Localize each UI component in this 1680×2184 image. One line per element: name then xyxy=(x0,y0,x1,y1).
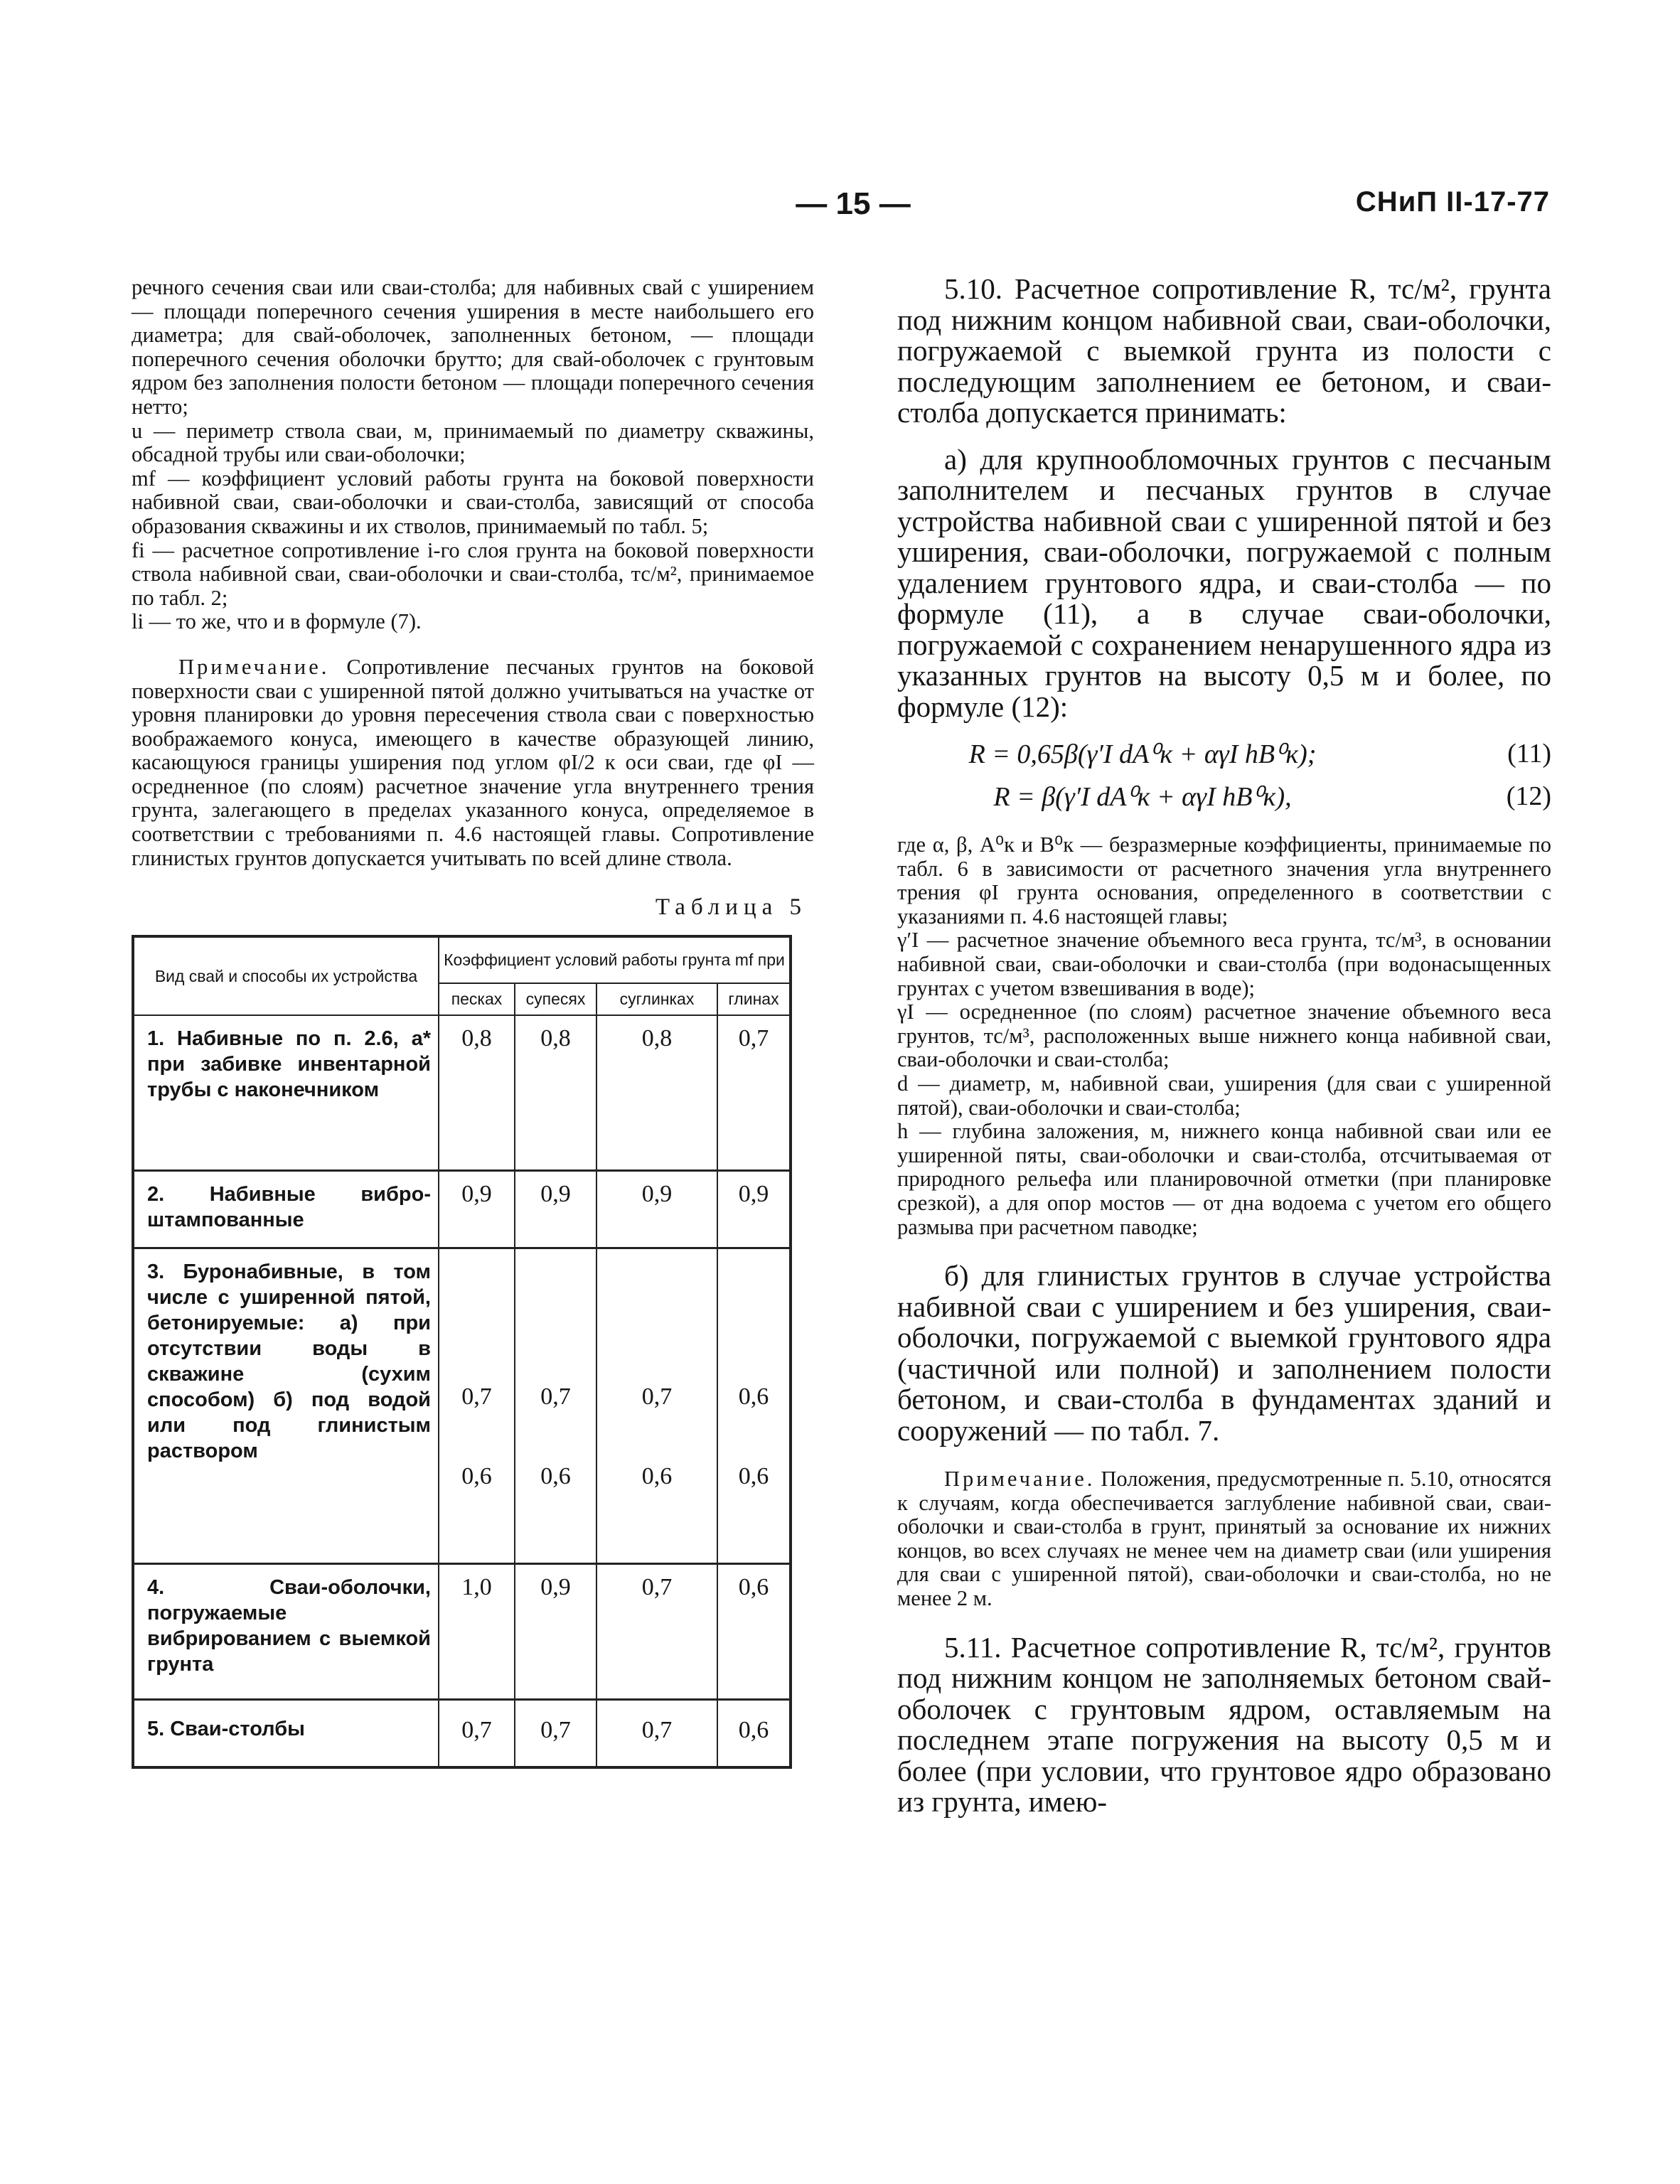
header-soil: песках xyxy=(439,983,515,1015)
formula-11-number: (11) xyxy=(1507,739,1551,769)
document-code: СНиП II-17-77 xyxy=(1355,186,1550,218)
definition-coefficients: где α, β, A⁰к и B⁰к — безразмерные коэффициенты, принимаемые по табл. 6 в зависимости от расчетного значения угла внутреннего трения φI грунта основания, определенного в соответствии с указаниями п. 4.6 настоящей главы; xyxy=(897,833,1551,928)
definition-h: h — глубина заложения, м, нижнего конца набивной сваи или ее уширенной пяты, сваи-оболочки и сваи-столба, отсчитываемая от природного рельефа или планировочной отметки (при планировке срезкой), а для опор мостов — от дна водоема с учетом его общего размыва при расчетном паводке; xyxy=(897,1119,1551,1239)
cell-value: 0,6 xyxy=(717,1699,791,1767)
cell-value-b: 0,6 xyxy=(641,1462,673,1489)
formula-12-expression: R = β(γ′I dA⁰к + αγI hB⁰к), xyxy=(993,782,1292,812)
row-label: 4. Сваи-оболочки, погружаемые вибрированием с выемкой грунта xyxy=(133,1563,439,1699)
formula-11-expression: R = 0,65β(γ′I dA⁰к + αγI hB⁰к); xyxy=(968,739,1317,769)
cell-value: 0,8 xyxy=(439,1015,515,1170)
row-label: 5. Сваи-столбы xyxy=(133,1699,439,1767)
table-row xyxy=(133,1170,791,1248)
cell-value-a: 0,7 xyxy=(641,1383,673,1410)
note-label: Примечание. xyxy=(944,1467,1096,1492)
table-row xyxy=(133,1015,791,1170)
cell-value: 0,9 xyxy=(596,1170,717,1248)
left-column xyxy=(132,276,814,1769)
header-soil: супесях xyxy=(515,983,596,1015)
cell-value: 0,9 xyxy=(515,1170,596,1248)
table-row xyxy=(133,1248,791,1563)
cell-value-a: 0,6 xyxy=(738,1383,769,1410)
definition-li: li — то же, что и в формуле (7). xyxy=(132,609,422,634)
cell-value-b: 0,6 xyxy=(738,1462,769,1489)
cell-value: 1,0 xyxy=(439,1563,515,1699)
definition-gamma: γI — осредненное (по слоям) расчетное значение объемного веса грунтов, тс/м³, расположенных выше нижнего конца набивной сваи, сваи-оболочки и сваи-столба; xyxy=(897,1000,1551,1072)
note-text: Положения, предусмотренные п. 5.10, относятся к случаям, когда обеспечивается заглубление набивной сваи, сваи-оболочки и сваи-столба в грунт, принятый за основание их нижних концов, во всех случаях не менее чем на диаметр сваи (или уширения для сваи с уширенной пятой), сваи-оболочки и сваи-столба, но не менее 2 м. xyxy=(897,1467,1551,1611)
clause-5-10: 5.10. Расчетное сопротивление R, тс/м², грунта под нижним концом набивной сваи, сваи-оболочки, погружаемой с выемкой грунта из полости с последующим заполнением ее бетоном, и сваи-столба допускается принимать: xyxy=(897,272,1551,429)
cell-value xyxy=(515,1248,596,1563)
table-row xyxy=(133,1699,791,1767)
definition-mf: mf — коэффициент условий работы грунта на боковой поверхности набивной сваи, сваи-оболочки и сваи-столба, зависящий от способа образования скважины и их стволов, принимаемый по табл. 5; xyxy=(132,466,814,538)
formula-12-number: (12) xyxy=(1506,781,1551,811)
clause-5-11: 5.11. Расчетное сопротивление R, тс/м², грунтов под нижним концом не заполняемых бетоном свай-оболочек с грунтовым ядром, оставляемым на последнем этапе погружения на высоту 0,5 м и более (при условии, что грунтовое ядро образовано из грунта, имею- xyxy=(897,1630,1551,1819)
cell-value: 0,7 xyxy=(596,1563,717,1699)
note-text: Сопротивление песчаных грунтов на боковой поверхности сваи с уширенной пятой должно учитываться на участке от уровня планировки до уровня пересечения ствола сваи с поверхностью воображаемого конуса, имеющего в качестве образующей линию, касающуюся границы уширения под углом φI/2 к оси сваи, где φI — осредненное (по слоям) расчетное значение угла внутреннего трения грунта, залегающего в пределах указанного конуса, определяемое в соответствии с требованиями п. 4.6 настоящей главы. Сопротивление глинистых грунтов допускается учитывать по всей длине ствола. xyxy=(132,654,814,870)
cell-value-a: 0,7 xyxy=(461,1383,492,1410)
cell-value-b: 0,6 xyxy=(461,1462,492,1489)
header-soil: глинах xyxy=(717,983,791,1015)
cell-value: 0,8 xyxy=(515,1015,596,1170)
cell-value: 0,7 xyxy=(596,1699,717,1767)
header-pile-type: Вид свай и способы их устройства xyxy=(133,936,439,1015)
row-label: 1. Набивные по п. 2.6, а* при забивке инвентарной трубы с наконечником xyxy=(133,1015,439,1170)
cell-value-b: 0,6 xyxy=(540,1462,571,1489)
continuation-paragraph: речного сечения сваи или сваи-столба; для набивных свай с уширением — площади поперечного сечения уширения в месте наибольшего его диаметра; для свай-оболочек, заполненных бетоном, — площади поперечного сечения оболочки брутто; для свай-оболочек с грунтовым ядром без заполнения полости бетоном — площади поперечного сечения нетто; xyxy=(132,275,814,419)
note-label: Примечание. xyxy=(178,654,330,679)
cell-value: 0,9 xyxy=(439,1170,515,1248)
cell-value-a: 0,7 xyxy=(540,1383,571,1410)
clause-5-10-b: б) для глинистых грунтов в случае устройства набивной сваи с уширением и без уширения, сваи-оболочки, погружаемой с выемкой грунтового ядра (частичной или полной) и заполнением полости бетоном, и сваи-столба в фундаментах зданий и сооружений — по табл. 7. xyxy=(897,1259,1551,1447)
definition-d: d — диаметр, м, набивной сваи, уширения (для сваи с уширенной пятой), сваи-оболочки и сваи-столба; xyxy=(897,1071,1551,1120)
cell-value: 0,8 xyxy=(596,1015,717,1170)
clause-5-10-a: а) для крупнообломочных грунтов с песчаным заполнителем и песчаных грунтов в случае устройства набивной сваи с уширенной пятой и без уширения, сваи-оболочки, погружаемой с полным удалением грунтового ядра, и сваи-столба — по формуле (11), а в случае сваи-оболочки, погружаемой с сохранением ненарушенного ядра из указанных грунтов на высоту 0,5 м и более, по формуле (12): xyxy=(897,442,1551,723)
table-row xyxy=(133,1563,791,1699)
cell-value: 0,6 xyxy=(717,1563,791,1699)
header-coefficient: Коэффициент условий работы грунта mf при xyxy=(439,936,791,983)
cell-value: 0,7 xyxy=(717,1015,791,1170)
row-label: 2. Набивные виброштампованные xyxy=(133,1170,439,1248)
header-soil: суглинках xyxy=(596,983,717,1015)
table-5 xyxy=(132,935,792,1769)
cell-value: 0,9 xyxy=(515,1563,596,1699)
formula-12 xyxy=(897,775,1551,818)
definition-u: u — периметр ствола сваи, м, принимаемый по диаметру скважины, обсадной трубы или сваи-оболочки; xyxy=(132,418,814,467)
cell-value: 0,7 xyxy=(515,1699,596,1767)
note-left xyxy=(132,655,814,870)
formula-11 xyxy=(897,732,1551,775)
note-right xyxy=(897,1467,1551,1611)
cell-value xyxy=(717,1248,791,1563)
cell-value xyxy=(439,1248,515,1563)
definition-fi: fi — расчетное сопротивление i-го слоя грунта на боковой поверхности ствола набивной сваи, сваи-оболочки и сваи-столба, тс/м², принимаемое по табл. 2; xyxy=(132,537,814,610)
page-number: — 15 — xyxy=(796,186,911,221)
cell-value: 0,7 xyxy=(439,1699,515,1767)
right-column xyxy=(897,274,1551,1818)
table-caption: Таблица 5 xyxy=(655,894,807,921)
cell-value xyxy=(596,1248,717,1563)
definition-gamma-prime: γ′I — расчетное значение объемного веса грунта, тс/м³, в основании набивной сваи, сваи-оболочки и сваи-столба (при водонасыщенных грунтах с учетом взвешивания в воде); xyxy=(897,928,1551,1000)
cell-value: 0,9 xyxy=(717,1170,791,1248)
row-label: 3. Буронабивные, в том числе с уширенной пятой, бетонируемые: а) при отсутствии воды в скважине (сухим способом) б) под водой или под глинистым раствором xyxy=(133,1248,439,1563)
